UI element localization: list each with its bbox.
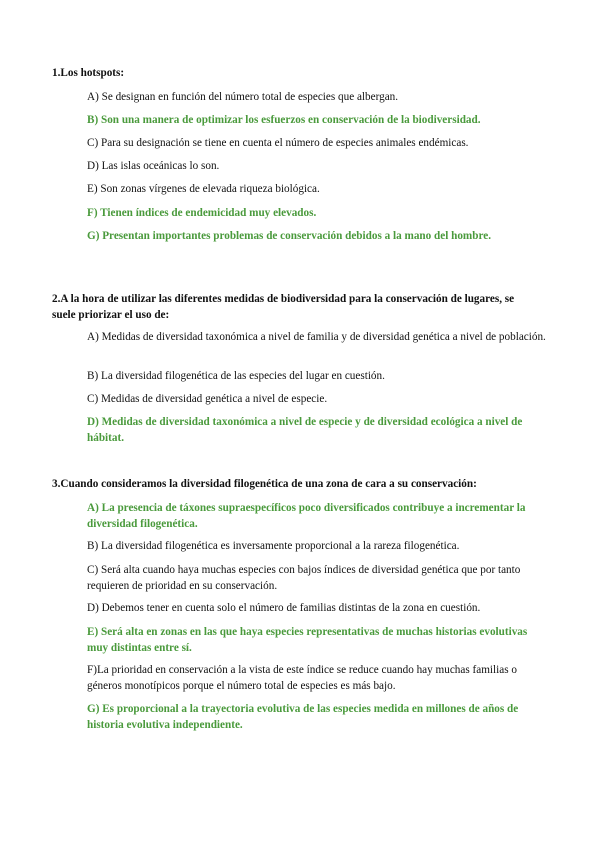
question-1-option-c: C) Para su designación se tiene en cuenta el número de especies animales endémicas. bbox=[87, 137, 469, 149]
question-3-option-c: C) Será alta cuando haya muchas especies con bajos índices de diversidad genética que por tanto requieren de prioridad en su conservación. bbox=[87, 564, 521, 592]
question-3-option-a: A) La presencia de táxones supraespecíficos poco diversificados contribuye a incrementar la diversidad filogenética. bbox=[87, 502, 526, 530]
question-1-option-b: B) Son una manera de optimizar los esfuerzos en conservación de la biodiversidad. bbox=[87, 114, 481, 126]
question-1-title: 1.Los hotspots: bbox=[52, 67, 125, 79]
question-3-option-g: G) Es proporcional a la trayectoria evolutiva de las especies medida en millones de años de historia evolutiva independiente. bbox=[87, 703, 519, 731]
question-3-title: 3.Cuando consideramos la diversidad filogenética de una zona de cara a su conservación: bbox=[52, 478, 477, 490]
question-2-option-c: C) Medidas de diversidad genética a nivel de especie. bbox=[87, 393, 328, 405]
question-1-option-e: E) Son zonas vírgenes de elevada riqueza biológica. bbox=[87, 183, 320, 195]
question-2-option-b: B) La diversidad filogenética de las especies del lugar en cuestión. bbox=[87, 370, 385, 382]
question-3-option-b: B) La diversidad filogenética es inversamente proporcional a la rareza filogenética. bbox=[87, 540, 460, 552]
question-1-option-d: D) Las islas oceánicas lo son. bbox=[87, 160, 220, 172]
question-1-option-g: G) Presentan importantes problemas de conservación debidos a la mano del hombre. bbox=[87, 230, 491, 242]
question-3-option-e: E) Será alta en zonas en las que haya especies representativas de muchas historias evolutivas muy distintas entre sí. bbox=[87, 626, 528, 654]
question-1-option-f: F) Tienen índices de endemicidad muy elevados. bbox=[87, 207, 317, 219]
question-2-option-a: A) Medidas de diversidad taxonómica a nivel de familia y de diversidad genética a nivel de población. bbox=[87, 331, 546, 343]
question-2-title: 2.A la hora de utilizar las diferentes medidas de biodiversidad para la conservación de lugares, se suele priorizar el uso de: bbox=[52, 293, 515, 321]
question-2-option-d: D) Medidas de diversidad taxonómica a nivel de especie y de diversidad ecológica a nivel de hábitat. bbox=[87, 416, 523, 444]
question-3-option-d: D) Debemos tener en cuenta solo el número de familias distintas de la zona en cuestión. bbox=[87, 602, 481, 614]
question-3-option-f: F)La prioridad en conservación a la vista de este índice se reduce cuando hay muchas familias o géneros monotípicos porque el número total de especies es más bajo. bbox=[87, 664, 517, 692]
question-1-option-a: A) Se designan en función del número total de especies que albergan. bbox=[87, 91, 399, 103]
